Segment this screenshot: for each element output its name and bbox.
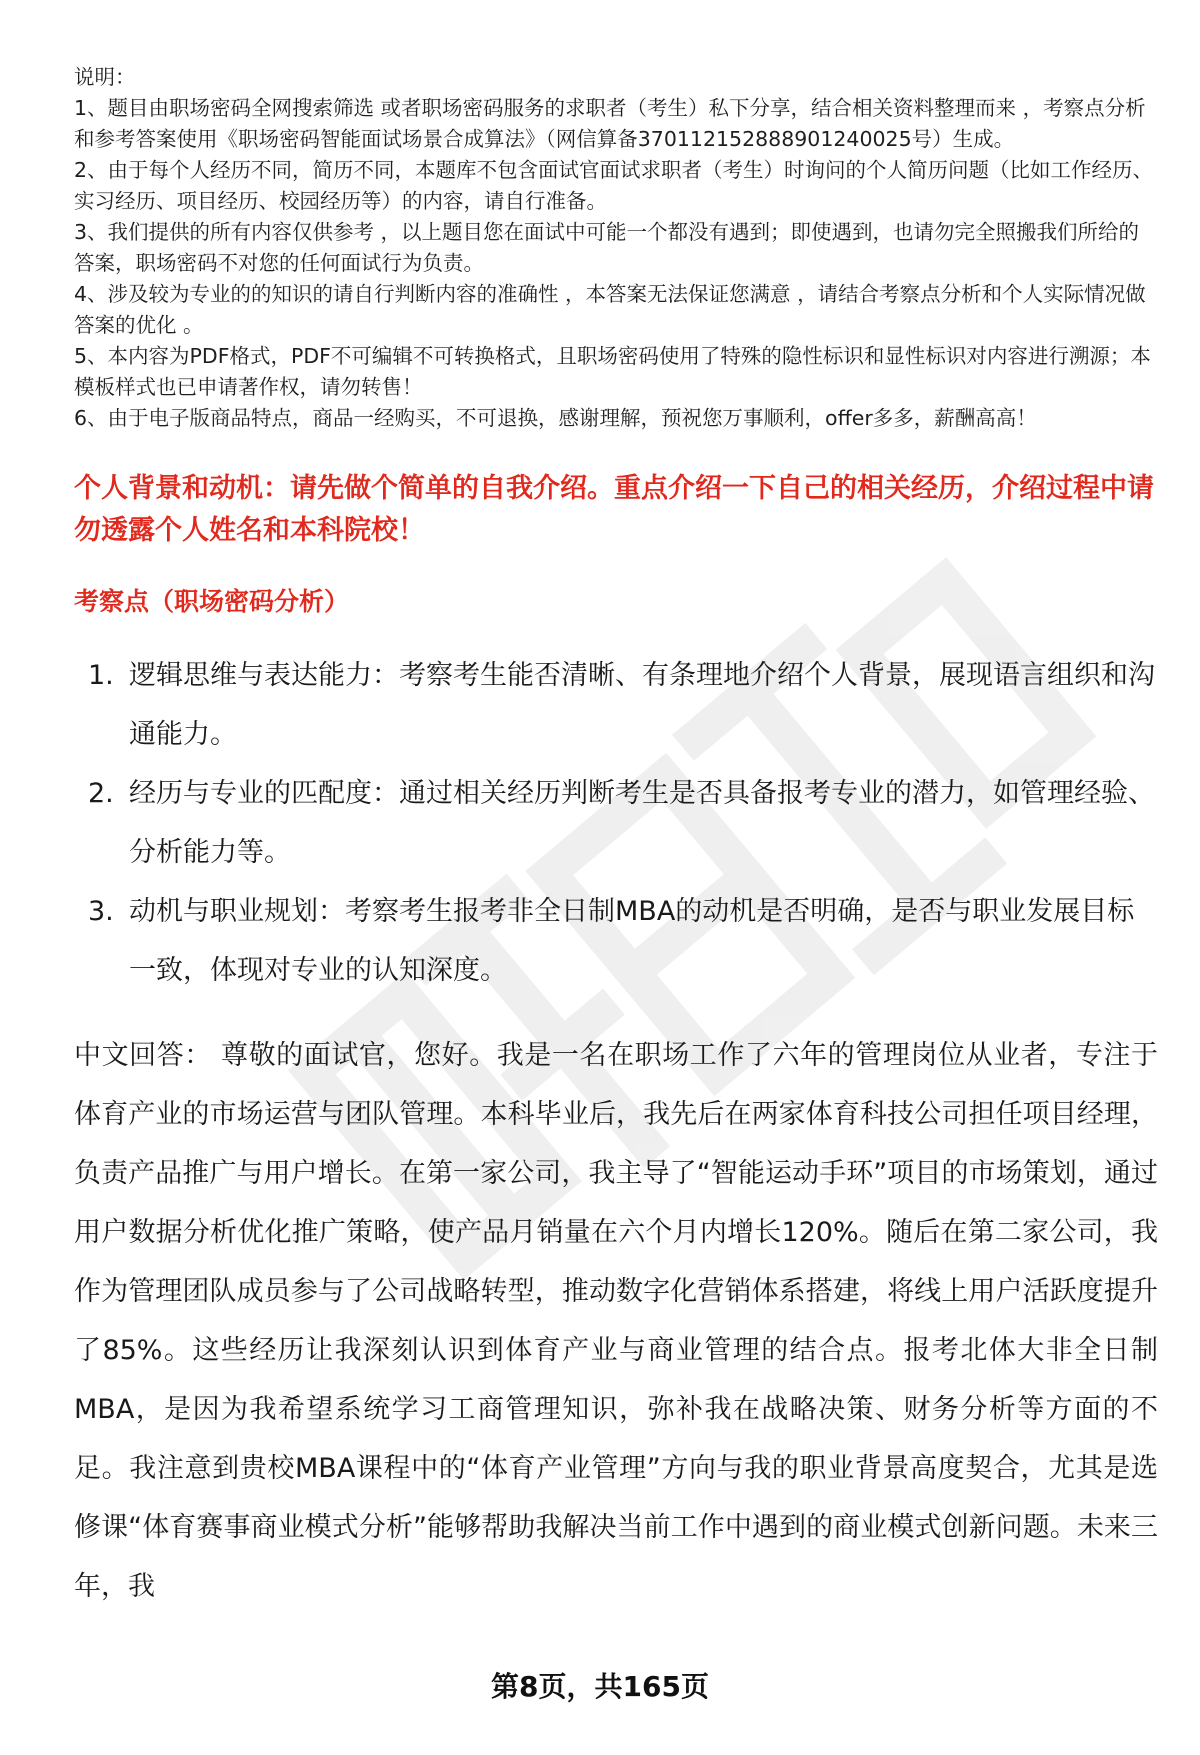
page-number-footer: 第8页，共165页 [491, 1670, 709, 1703]
list-item [74, 646, 1158, 764]
analysis-points-list [74, 646, 1158, 1000]
page-content [74, 62, 1158, 1616]
disclaimer-notes [74, 62, 1158, 434]
list-item [74, 882, 1158, 1000]
note-item-1: 1、题目由职场密码全网搜索筛选 或者职场密码服务的求职者（考生）私下分享，结合相关资料整理而来 ，考察点分析和参考答案使用《职场密码智能面试场景合成算法》（网信算备370112152888901240025号）生成。 [74, 96, 1146, 151]
note-item-2: 2、由于每个人经历不同，简历不同，本题库不包含面试官面试求职者（考生）时询问的个人简历问题（比如工作经历、实习经历、项目经历、校园经历等）的内容，请自行准备。 [74, 158, 1154, 213]
note-item-6: 6、由于电子版商品特点，商品一经购买，不可退换，感谢理解，预祝您万事顺利，offer多多，薪酬高高！ [74, 406, 1037, 430]
notes-title: 说明： [74, 65, 136, 89]
note-item-4: 4、涉及较为专业的的知识的请自行判断内容的准确性 ，本答案无法保证您满意 ，请结合考察点分析和个人实际情况做答案的优化 。 [74, 282, 1146, 337]
list-item-text: 逻辑思维与表达能力：考察考生能否清晰、有条理地介绍个人背景，展现语言组织和沟通能力。 [129, 660, 1155, 750]
list-item-number: 2. [88, 778, 114, 809]
note-item-3: 3、我们提供的所有内容仅供参考 ，以上题目您在面试中可能一个都没有遇到；即使遇到，也请勿完全照搬我们所给的答案，职场密码不对您的任何面试行为负责。 [74, 220, 1140, 275]
note-item-5: 5、本内容为PDF格式，PDF不可编辑不可转换格式，且职场密码使用了特殊的隐性标识和显性标识对内容进行溯源；本模板样式也已申请著作权，请勿转售！ [74, 344, 1151, 399]
list-item-text: 动机与职业规划：考察考生报考非全日制MBA的动机是否明确，是否与职业发展目标一致，体现对专业的认知深度。 [129, 896, 1135, 986]
list-item [74, 764, 1158, 882]
list-item-text: 经历与专业的匹配度：通过相关经历判断考生是否具备报考专业的潜力，如管理经验、分析能力等。 [129, 778, 1155, 868]
list-item-number: 3. [88, 896, 114, 927]
answer-paragraph: 中文回答： 尊敬的面试官，您好。我是一名在职场工作了六年的管理岗位从业者，专注于体育产业的市场运营与团队管理。本科毕业后，我先后在两家体育科技公司担任项目经理，负责产品推广与用户增长。在第一家公司，我主导了“智能运动手环”项目的市场策划，通过用户数据分析优化推广策略，使产品月销量在六个月内增长120%。随后在第二家公司，我作为管理团队成员参与了公司战略转型，推动数字化营销体系搭建，将线上用户活跃度提升了85%。这些经历让我深刻认识到体育产业与商业管理的结合点。报考北体大非全日制MBA，是因为我希望系统学习工商管理知识，弥补我在战略决策、财务分析等方面的不足。我注意到贵校MBA课程中的“体育产业管理”方向与我的职业背景高度契合，尤其是选修课“体育赛事商业模式分析”能够帮助我解决当前工作中遇到的商业模式创新问题。未来三年，我 [74, 1040, 1158, 1602]
analysis-title: 考察点（职场密码分析） [74, 587, 350, 616]
question-heading: 个人背景和动机：请先做个简单的自我介绍。重点介绍一下自己的相关经历，介绍过程中请勿透露个人姓名和本科院校！ [74, 473, 1154, 546]
list-item-number: 1. [88, 660, 114, 691]
